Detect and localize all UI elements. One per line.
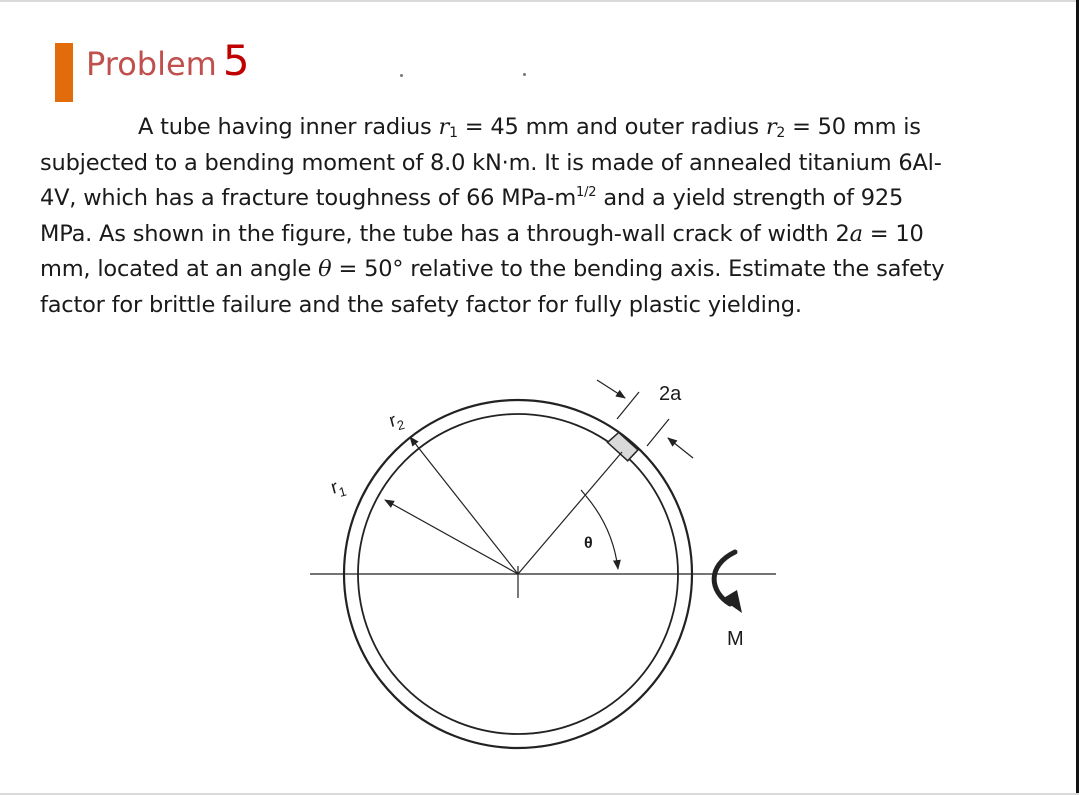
heading-number: 5 xyxy=(222,36,250,85)
text-fragment: = 50° relative to the bending axis. Estimate the safety xyxy=(331,256,945,282)
crack-direction-line xyxy=(518,452,622,574)
text-fragment: = 45 mm and outer radius xyxy=(457,114,766,140)
text-fragment: MPa. As shown in the figure, the tube has a through-wall crack of width 2 xyxy=(40,220,850,247)
r1-radius-arrow xyxy=(385,500,518,574)
crack-dim-arrow-right xyxy=(668,438,693,458)
var-a: a xyxy=(849,220,863,247)
text-fragment: A tube having inner radius xyxy=(138,114,439,140)
crack-dim-arrow-left xyxy=(597,380,625,398)
label-theta: θ xyxy=(584,535,593,552)
var-r2-subscript: 2 xyxy=(776,125,786,141)
theta-arc-tail xyxy=(581,490,586,496)
heading-word: Problem xyxy=(86,45,217,83)
label-moment: M xyxy=(727,628,744,650)
text-fragment: = 10 xyxy=(862,220,924,247)
text-fragment: mm, located at an angle xyxy=(40,256,319,282)
var-r1-subscript: 1 xyxy=(449,125,458,141)
label-r1: $r_1$ xyxy=(328,476,348,500)
text-fragment: = 50 mm is xyxy=(785,114,921,140)
label-crack-width: 2a xyxy=(659,383,682,405)
exponent: 1/2 xyxy=(576,185,597,200)
crack-dim-ext-right xyxy=(647,419,669,446)
text-fragment: 4V, which has a fracture toughness of 66 MPa-m xyxy=(40,185,577,211)
var-theta: θ xyxy=(318,256,332,282)
text-line-6: factor for brittle failure and the safety factor for fully plastic yielding. xyxy=(40,291,802,318)
crack-dim-ext-left xyxy=(617,392,639,419)
var-r1: r xyxy=(438,114,450,140)
text-line-2: subjected to a bending moment of 8.0 kN·m. It is made of annealed titanium 6Al- xyxy=(40,149,942,176)
var-r2: r xyxy=(765,114,777,140)
r2-radius-arrow xyxy=(410,437,518,574)
theta-arc xyxy=(586,496,618,569)
label-r2: $r_2$ xyxy=(386,409,407,434)
text-fragment: and a yield strength of 925 xyxy=(596,185,904,211)
crack xyxy=(608,433,639,461)
